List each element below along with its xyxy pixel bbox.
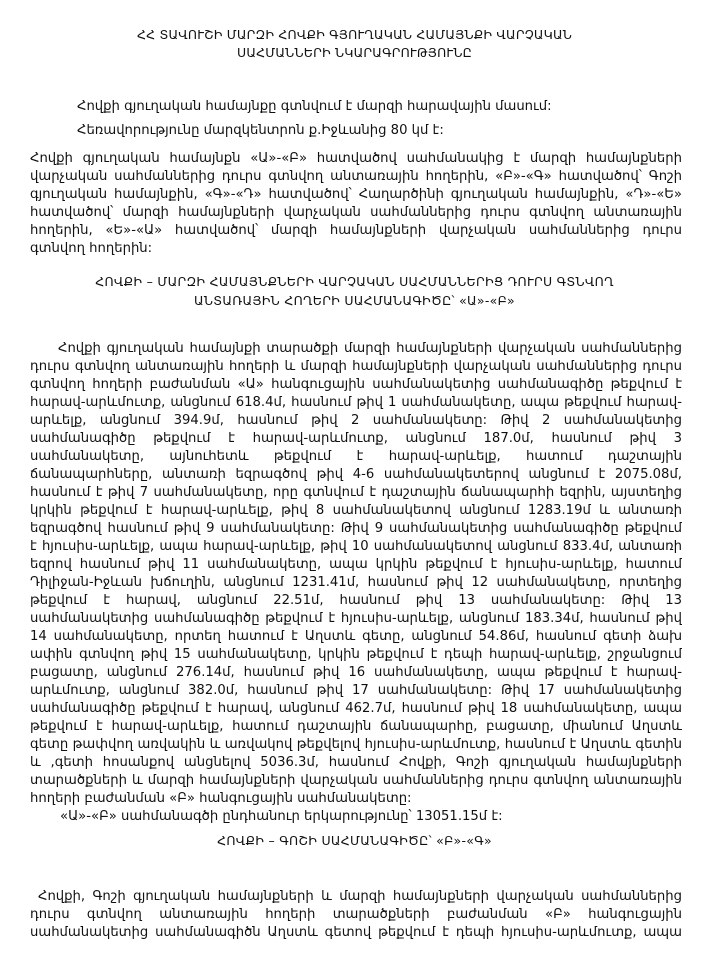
paragraph-line: և ,գետի հոսանքով անցնելով 5036.3մ, հասնում Հովքի, Գոշի գյուղական համայնքների	[30, 755, 682, 770]
total-length-a-b: «Ա»-«Բ» սահմանագծի ընդհանուր երկարությունը՝ 13051.15մ է:	[60, 809, 503, 824]
paragraph-line: 14 սահմանակետը, որտեղ հատում է Աղստև գետը, անցնում 54.86մ, հասնում գետի ձախ	[30, 629, 682, 644]
document-title-line-1: ՀՀ ՏԱՎՈՒՇԻ ՄԱՐԶԻ ՀՈՎՔԻ ԳՅՈՒՂԱԿԱՆ ՀԱՄԱՅՆՔԻ ՎԱՐՉԱԿԱՆ	[136, 27, 573, 42]
paragraph-line: տարածքների և մարզի համայնքների վարչական սահմաններից դուրս գտնվող անտառային	[30, 773, 682, 788]
paragraph-line: արևմուտք, անցնում 382.0մ, հասնում թիվ 17 սահմանակետը: Թիվ 17 սահմանակետից	[30, 683, 682, 698]
paragraph-line: հասնում է թիվ 7 սահմանակետը, որը գտնվում է դաշտային ճանապարհի եզրին, այստեղից	[30, 485, 682, 500]
paragraph-line: Հովքի գյուղական համայնքի տարածքի մարզի համայնքների վարչական սահմաններից	[58, 341, 682, 356]
document-title-line-2: ՍԱՀՄԱՆՆԵՐԻ ՆԿԱՐԱԳՐՈՒԹՅՈՒՆԸ	[236, 45, 472, 60]
paragraph-line: եզրով հասնում թիվ 11 սահմանակետը, ապա կրկին թեքվում է հյուսիս-արևելք, հատում	[30, 557, 682, 572]
intro-distance: Հեռավորությունը մարզկենտրոն ք.Իջևանից 80 կմ է:	[77, 123, 444, 138]
section-heading-a-b-line-2: ԱՆՏԱՌԱՅԻՆ ՀՈՂԵՐԻ ՍԱՀՄԱՆԱԳԻԾԸ՝ «Ա»-«Բ»	[193, 293, 515, 308]
paragraph-line: եզրագծով հասնում թիվ 9 սահմանակետը: Թիվ 9 սահմանակետից սահմանագիծը թեքվում	[30, 521, 682, 536]
paragraph-line: սահմանակետից սահմանագիծն Աղստև գետով թեքվում է դեպի հյուսիս-արևմուտք, ապա	[30, 925, 682, 940]
paragraph-line: կրկին թեքվում է հարավ-արևելք, թիվ 8 սահմանակետով անցնում 1283.19մ և անտառի	[30, 503, 682, 518]
paragraph-line: արևելք, անցնում 394.9մ, հասնում թիվ 2 սահմանակետը: Թիվ 2 սահմանակետից	[30, 413, 682, 428]
paragraph-line: գտնվող հողերի բաժանման «Ա» հանգուցային սահմանակետից սահմանագիծը թեքվում է	[30, 377, 682, 392]
paragraph-line: ճանապարհները, անտառի եզրագծով թիվ 4-6 սահմանակետերով անցնում է 2075.08մ,	[30, 467, 682, 482]
paragraph-line: հատվածով՝ մարզի համայնքների վարչական սահմաններից դուրս գտնվող անտառային	[30, 205, 682, 220]
paragraph-line: հողերին, «Ե»-«Ա» հատվածով՝ մարզի համայնքների վարչական սահմաններից դուրս	[30, 223, 682, 238]
paragraph-line: սահմանագիծը թեքվում է հարավ, անցնում 462.7մ, հասնում թիվ 18 սահմանակետը, ապա	[30, 701, 682, 716]
paragraph-line: սահմանակետը, այնուհետև թեքվում է հարավ-արևելք, հատում դաշտային	[30, 449, 682, 464]
paragraph-line: հողերի բաժանման «Բ» հանգուցային սահմանակետը:	[30, 791, 412, 806]
paragraph-line: հարավ-արևմուտք, անցնում 618.4մ, հասնում թիվ 1 սահմանակետը, ապա թեքվում հարավ-	[30, 395, 682, 410]
paragraph-line: բացատը, անցնում 276.14մ, հասնում թիվ 16 սահմանակետը, ապա թեքվում է հարավ-	[30, 665, 682, 680]
paragraph-line: գետը թափվող առվակին և առվակով թեքվելով հյուսիս-արևմուտք, հասնում է Աղստև գետին	[30, 737, 682, 752]
paragraph-line: Դիլիջան-Իջևան խճուղին, անցնում 1231.41մ, հասնում թիվ 12 սահմանակետը, որտեղից	[30, 575, 682, 590]
section-heading-b-g: ՀՈՎՔԻ – ԳՈՇԻ ՍԱՀՄԱՆԱԳԻԾԸ՝ «Բ»-«Գ»	[217, 833, 492, 848]
paragraph-line: դուրս գտնվող անտառային հողերի տարածքների բաժանման «Բ» հանգուցային	[30, 907, 682, 922]
paragraph-line: է հյուսիս-արևելք, ապա հարավ-արևելք, թիվ 10 սահմանակետով անցնում 833.4մ, անտառի	[30, 539, 682, 554]
paragraph-line: գտնվող հողերին:	[30, 241, 153, 256]
intro-location: Հովքի գյուղական համայնքը գտնվում է մարզի հարավային մասում:	[77, 99, 552, 114]
paragraph-line: թեքվում է հարավ-արևելք, հատում դաշտային ճանապարհը, բացատը, միանում Աղստև	[30, 719, 682, 734]
paragraph-line: Հովքի, Գոշի գյուղական համայնքների և մարզի համայնքների վարչական սահմաններից	[38, 889, 682, 904]
paragraph-line: դուրս գտնվող անտառային հողերի և մարզի համայնքների վարչական սահմաններից դուրս	[30, 359, 682, 374]
paragraph-line: Հովքի գյուղական համայնքն «Ա»-«Բ» հատվածով սահմանակից է մարզի համայնքների	[30, 151, 682, 166]
paragraph-line: սահմանագիծը թեքվում է հարավ-արևմուտք, անցնում 187.0մ, հասնում թիվ 3	[30, 431, 682, 446]
paragraph-line: ափին գտնվող թիվ 15 սահմանակետը, կրկին թեքվում է դեպի հարավ-արևելք, շրջանցում	[30, 647, 682, 662]
section-heading-a-b-line-1: ՀՈՎՔԻ – ՄԱՐԶԻ ՀԱՄԱՅՆՔՆԵՐԻ ՎԱՐՉԱԿԱՆ ՍԱՀՄԱՆՆԵՐԻՑ ԴՈՒՐՍ ԳՏՆՎՈՂ	[95, 274, 614, 289]
paragraph-line: վարչական սահմաններից դուրս գտնվող անտառային հողերին, «Բ»-«Գ» հատվածով՝ Գոշի	[30, 169, 682, 184]
paragraph-line: թեքվում է հարավ, անցնում 22.51մ, հասնում թիվ 13 սահմանակետը: Թիվ 13	[30, 593, 682, 608]
paragraph-line: գյուղական համայնքին, «Գ»-«Դ» հատվածով՝ Հաղարծինի գյուղական համայնքին, «Դ»-«Ե»	[30, 187, 682, 202]
paragraph-line: սահմանակետից սահմանագիծը թեքվում է հյուսիս-արևելք, անցնում 183.34մ, հասնում թիվ	[30, 611, 682, 626]
